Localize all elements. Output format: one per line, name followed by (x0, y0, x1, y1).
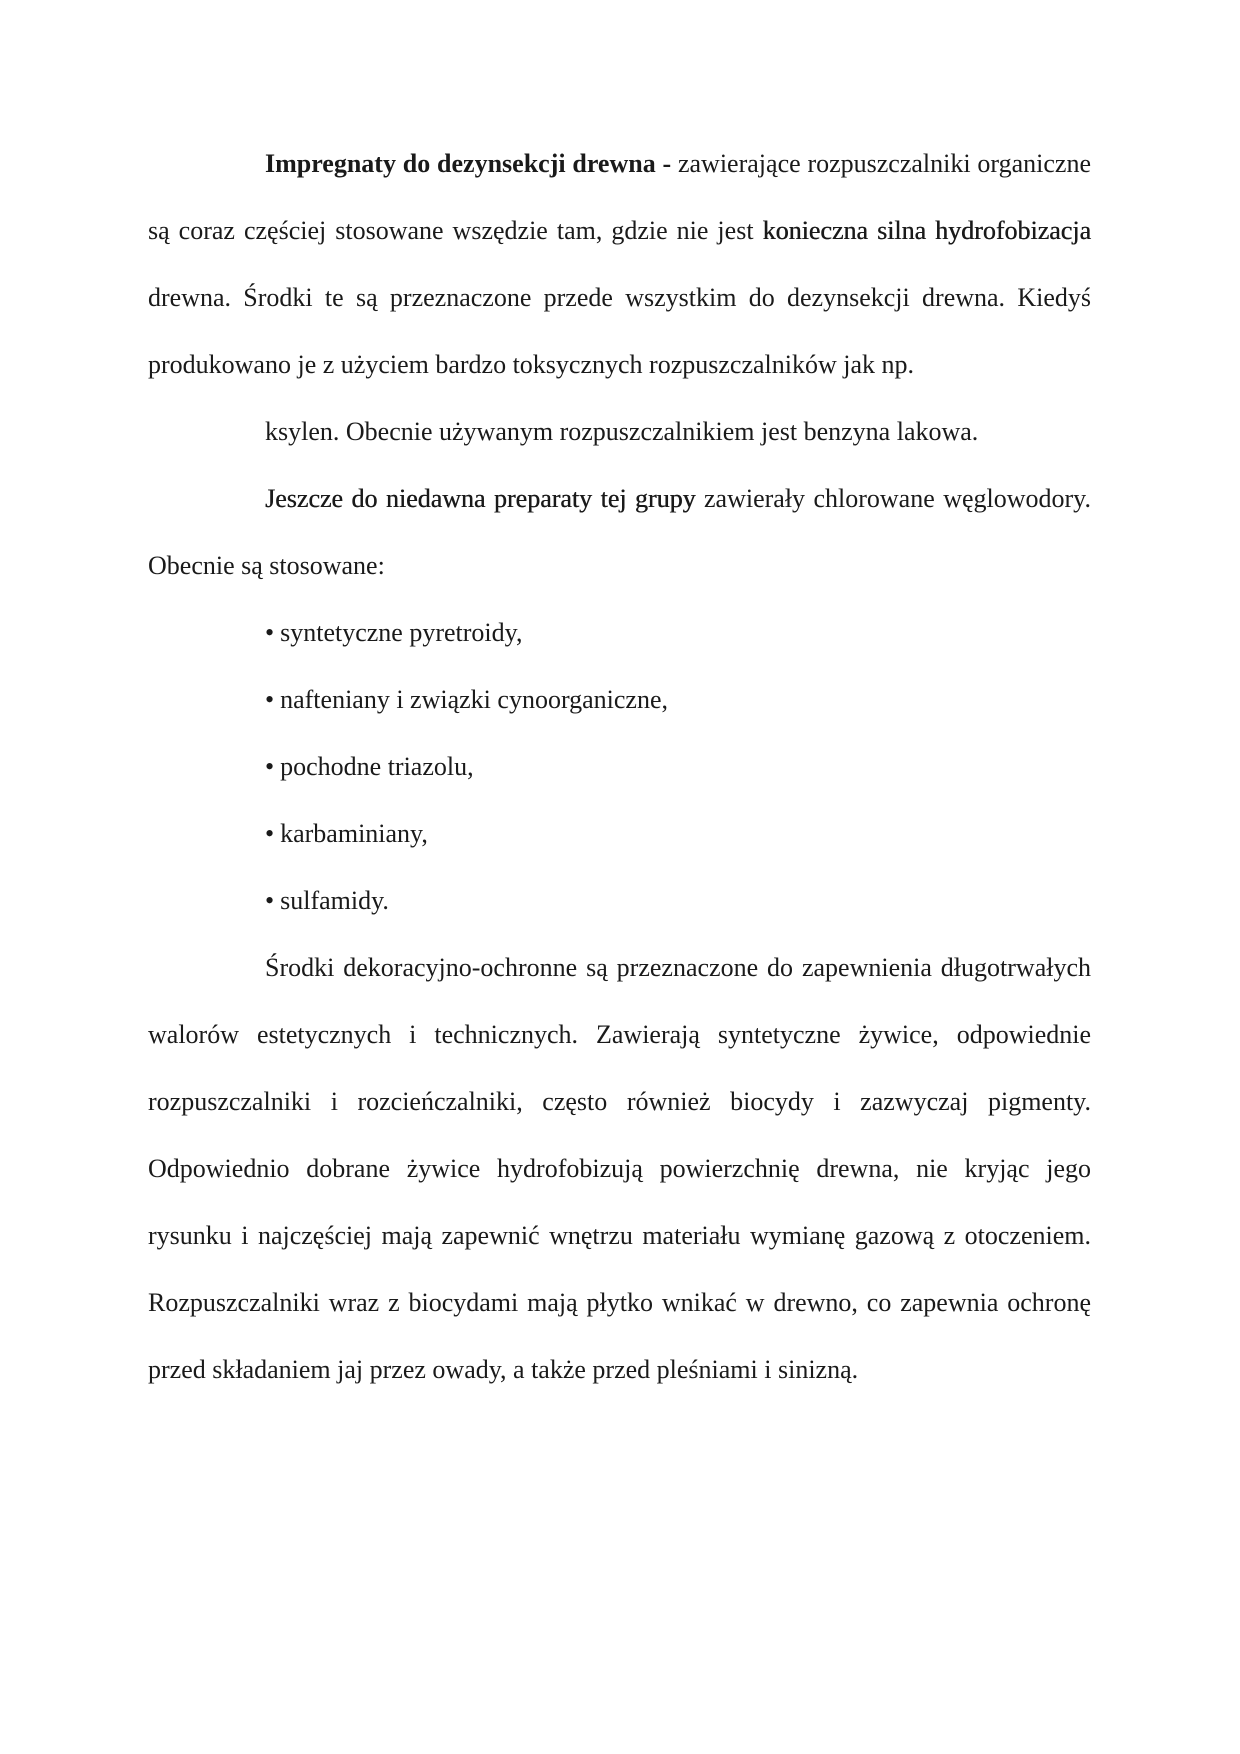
list-item (148, 867, 1091, 934)
paragraph-text: zawierały chlorowane węglowodory. Obecnie są stosowane: (148, 484, 1091, 580)
paragraph-ksylen: ksylen. Obecnie używanym rozpuszczalnikiem jest benzyna lakowa. (265, 417, 979, 446)
emphasis-text: Jeszcze do niedawna preparaty tej grupy (265, 484, 696, 513)
list-item (148, 599, 1091, 666)
paragraph-jeszcze (148, 465, 1091, 599)
document-page (148, 130, 1091, 1403)
bullet-icon: • (265, 618, 275, 647)
list-item (148, 800, 1091, 867)
bullet-icon: • (265, 819, 275, 848)
paragraph-text: drewna. Środki te są przeznaczone przede wszystkim do dezynsekcji drewna. Kiedyś produkowano je z użyciem bardzo toksycznych rozpuszczalników jak np. (148, 283, 1091, 379)
list-item-text: nafteniany i związki cynoorganiczne, (280, 685, 669, 714)
list-item (148, 666, 1091, 733)
list-item-text: syntetyczne pyretroidy, (280, 618, 523, 647)
paragraph-srodki: Środki dekoracyjno-ochronne są przeznaczone do zapewnienia długotrwałych walorów estetycznych i technicznych. Zawierają syntetyczne żywice, odpowiednie rozpuszczalniki i rozcieńczalniki, często również biocydy i zazwyczaj pigmenty. Odpowiednio dobrane żywice hydrofobizują powierzchnię drewna, nie kryjąc jego rysunku i najczęściej mają zapewnić wnętrzu materiału wymianę gazową z otoczeniem. Rozpuszczalniki wraz z biocydami mają płytko wnikać w drewno, co zapewnia ochronę przed składaniem jaj przez owady, a także przed pleśniami i sinizną. (148, 953, 1091, 1384)
list-item (148, 733, 1091, 800)
paragraph-text: zawierające rozpuszczalniki organiczne są coraz częściej stosowane wszędzie tam, gdzie nie jest (148, 149, 1091, 245)
bullet-icon: • (265, 886, 275, 915)
emphasis-text: konieczna silna hydrofobizacja (762, 216, 1091, 245)
bullet-list (148, 599, 1091, 934)
paragraph-impregnaty (148, 130, 1091, 398)
paragraph-lead-heading: Impregnaty do dezynsekcji drewna - (265, 149, 672, 178)
list-item-text: karbaminiany, (280, 819, 428, 848)
list-item-text: sulfamidy. (280, 886, 389, 915)
bullet-icon: • (265, 685, 275, 714)
bullet-icon: • (265, 752, 275, 781)
list-item-text: pochodne triazolu, (280, 752, 474, 781)
